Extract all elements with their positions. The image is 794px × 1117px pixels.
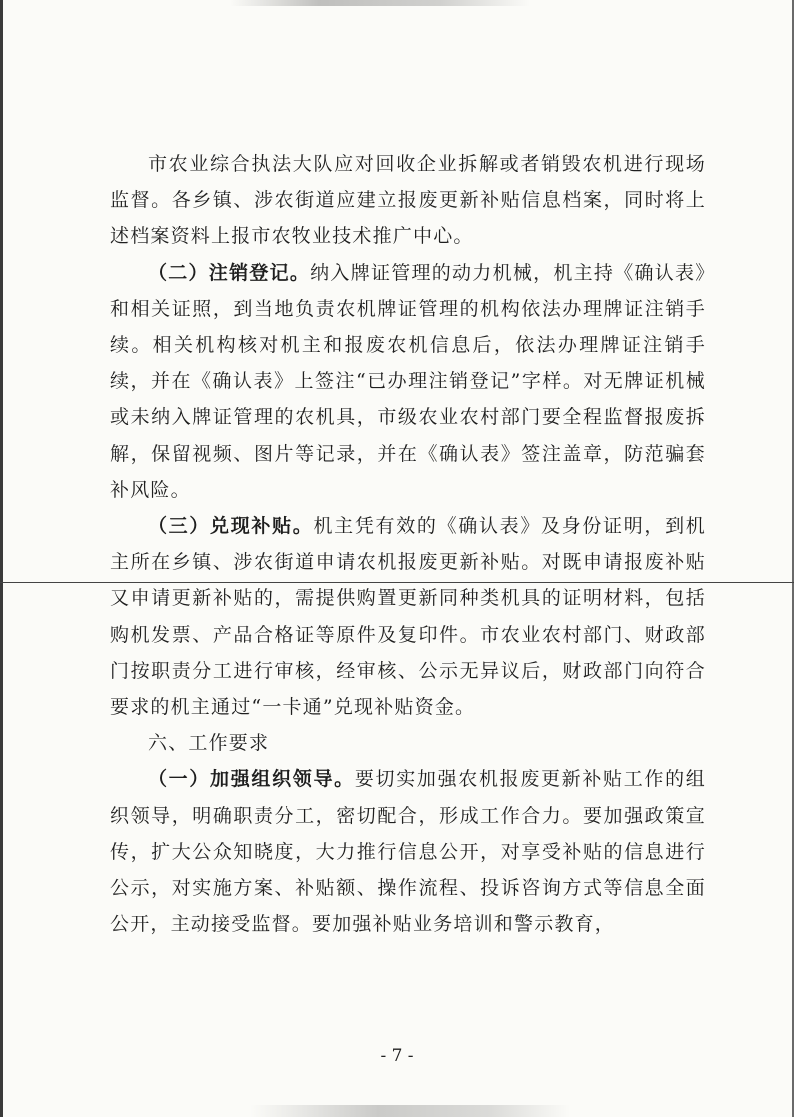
paragraph-lead: （三）兑现补贴。 [148, 515, 314, 538]
paragraph-deregistration [110, 255, 706, 508]
paragraph-lead: （二）注销登记。 [148, 261, 311, 284]
paragraph-lead: （一）加强组织领导。 [148, 768, 355, 791]
paragraph-text: 要切实加强农机报废更新补贴工作的组织领导，明确职责分工，密切配合，形成工作合力。要加强政策宣传，扩大公众知晓度，大力推行信息公开，对享受补贴的信息进行公示，对实施方案、补贴额、操作流程、投诉咨询方式等信息全面公开，主动接受监督。要加强补贴业务培训和警示教育， [110, 768, 706, 936]
paragraph-supervision [110, 146, 706, 255]
document-body [110, 146, 706, 942]
paragraph-text: 纳入牌证管理的动力机械，机主持《确认表》和相关证照，到当地负责农机牌证管理的机构依法办理牌证注销手续。相关机构核对机主和报废农机信息后，依法办理牌证注销手续，并在《确认表》上签注“已办理注销登记”字样。对无牌证机械或未纳入牌证管理的农机具，市级农业农村部门要全程监督报废拆解，保留视频、图片等记录，并在《确认表》签注盖章，防范骗套补风险。 [110, 261, 706, 501]
scan-noise-bottom [250, 1105, 570, 1117]
scan-noise-top [230, 0, 530, 6]
paragraph-text: 市农业综合执法大队应对回收企业拆解或者销毁农机进行现场监督。各乡镇、涉农街道应建立报废更新补贴信息档案，同时将上述档案资料上报市农牧业技术推广中心。 [110, 153, 706, 248]
paragraph-text: 机主凭有效的《确认表》及身份证明，到机主所在乡镇、涉农街道申请农机报废更新补贴。对既申请报废补贴又申请更新补贴的，需提供购置更新同种类机具的证明材料，包括购机发票、产品合格证等原件及复印件。市农业农村部门、财政部门按职责分工进行审核，经审核、公示无异议后，财政部门向符合要求的机主通过“一卡通”兑现补贴资金。 [110, 515, 706, 719]
paragraph-organization [110, 761, 706, 942]
scan-edge-left [0, 0, 3, 1117]
section-heading: 六、工作要求 [148, 732, 270, 755]
paragraph-subsidy-payment [110, 508, 706, 725]
page-number: - 7 - [380, 1046, 414, 1066]
